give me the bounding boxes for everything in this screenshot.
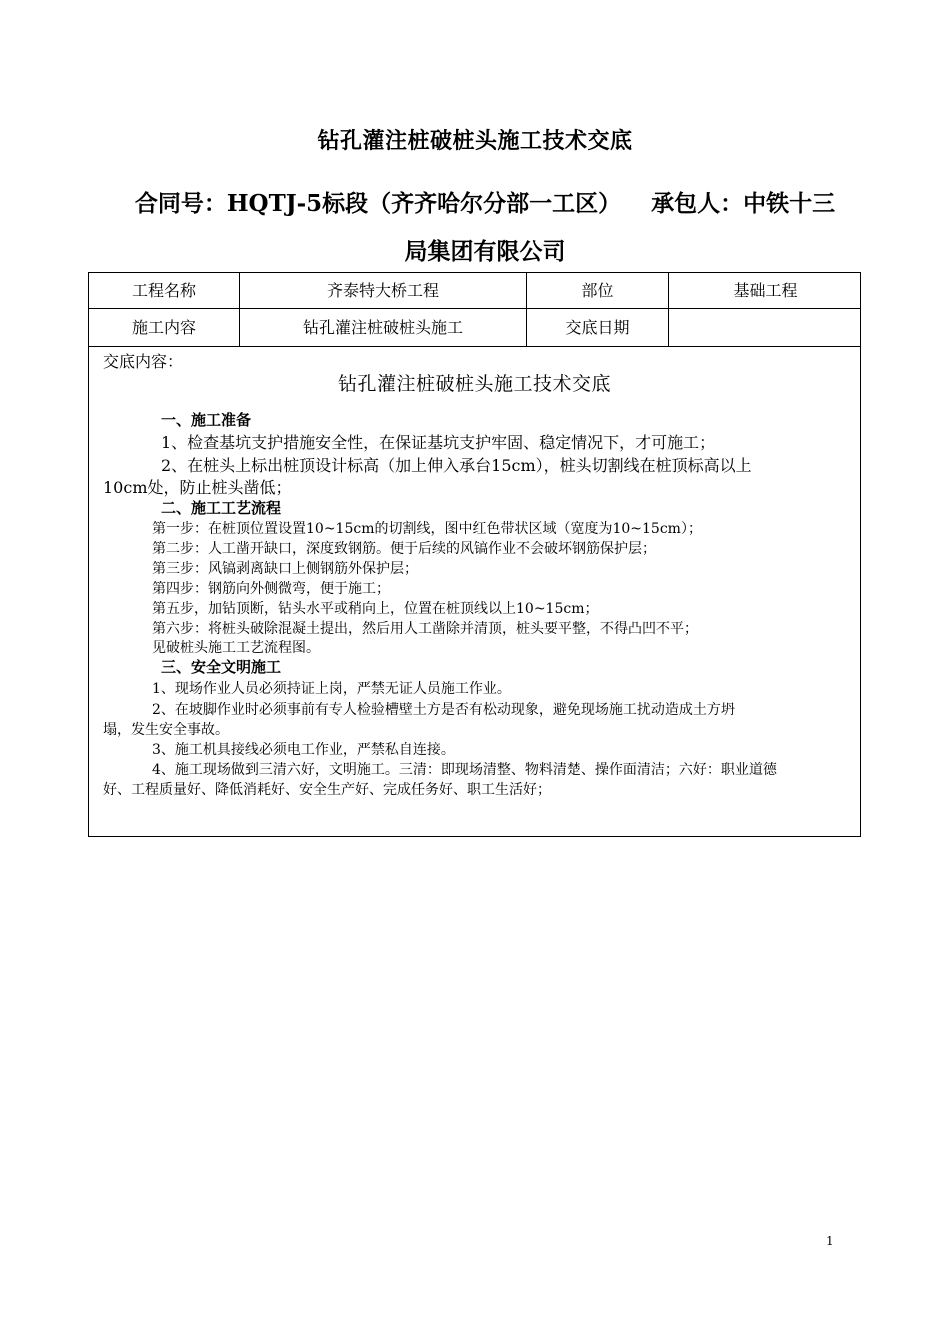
list-item: 3、施工机具接线必须电工作业，严禁私自连接。 [152,742,455,758]
page-number: 1 [826,1234,834,1248]
list-item: 1、检查基坑支护措施安全性，在保证基坑支护牢固、稳定情况下，才可施工； [161,433,716,452]
section-heading: 一、施工准备 [161,411,252,429]
disclosure-table [88,272,861,837]
list-item: 第六步：将桩头破除混凝土提出，然后用人工凿除并清顶，桩头要平整，不得凸凹不平； [152,621,698,637]
content-title: 钻孔灌注桩破桩头施工技术交底 [337,373,611,395]
section-heading: 二、施工工艺流程 [161,499,282,517]
contract-line-2: 局集团有限公司 [404,238,566,265]
list-item: 4、施工现场做到三清六好，文明施工。三清：即现场清整、物料清楚、操作面清洁；六好：职业道德 [152,762,777,778]
list-item: 第四步：钢筋向外侧微弯，便于施工； [152,581,390,597]
value-disclosure-date [669,309,862,347]
list-item: 第三步：风镐剥离缺口上侧钢筋外保护层； [152,561,418,577]
list-item: 塌，发生安全事故。 [103,722,229,738]
label-position: 部位 [527,273,669,309]
value-position: 基础工程 [733,281,798,300]
section-heading: 三、安全文明施工 [161,658,282,676]
disclosure-content [89,347,860,836]
value-construction-content: 钻孔灌注桩破桩头施工 [240,309,527,347]
contract-line-1 [90,180,880,228]
list-item: 第一步：在桩顶位置设置10~15cm的切割线，图中红色带状区域（宽度为10~15cm）； [152,521,702,537]
contract-number: 合同号：HQTJ-5标段（齐齐哈尔分部一工区） [134,190,622,217]
content-label: 交底内容： [103,352,184,371]
list-item: 第二步：人工凿开缺口，深度致钢筋。便于后续的风镐作业不会破坏钢筋保护层； [152,541,656,557]
label-project-name: 工程名称 [89,273,240,309]
contract-header [90,180,880,276]
list-item: 1、现场作业人员必须持证上岗，严禁无证人员施工作业。 [152,681,511,697]
label-construction-content: 施工内容 [89,309,240,347]
value-project-name: 齐泰特大桥工程 [240,273,527,309]
label-disclosure-date: 交底日期 [527,309,669,347]
list-item: 第五步，加钻顶断，钻头水平或稍向上，位置在桩顶线以上10~15cm； [152,601,599,617]
table-row [89,273,860,309]
contractor-label: 承包人：中铁十三 [651,190,836,217]
document-title: 钻孔灌注桩破桩头施工技术交底 [317,128,633,154]
list-item: 2、在坡脚作业时必须事前有专人检验槽壁土方是否有松动现象，避免现场施工扰动造成土方坍 [152,702,735,718]
table-row [89,309,860,347]
list-item: 10cm处，防止桩头凿低； [103,478,292,497]
list-item: 好、工程质量好、降低消耗好、安全生产好、完成任务好、职工生活好； [103,782,551,798]
list-item: 2、在桩头上标出桩顶设计标高（加上伸入承台15cm），桩头切割线在桩顶标高以上 [161,456,752,475]
list-item: 见破桩头施工工艺流程图。 [152,640,320,656]
